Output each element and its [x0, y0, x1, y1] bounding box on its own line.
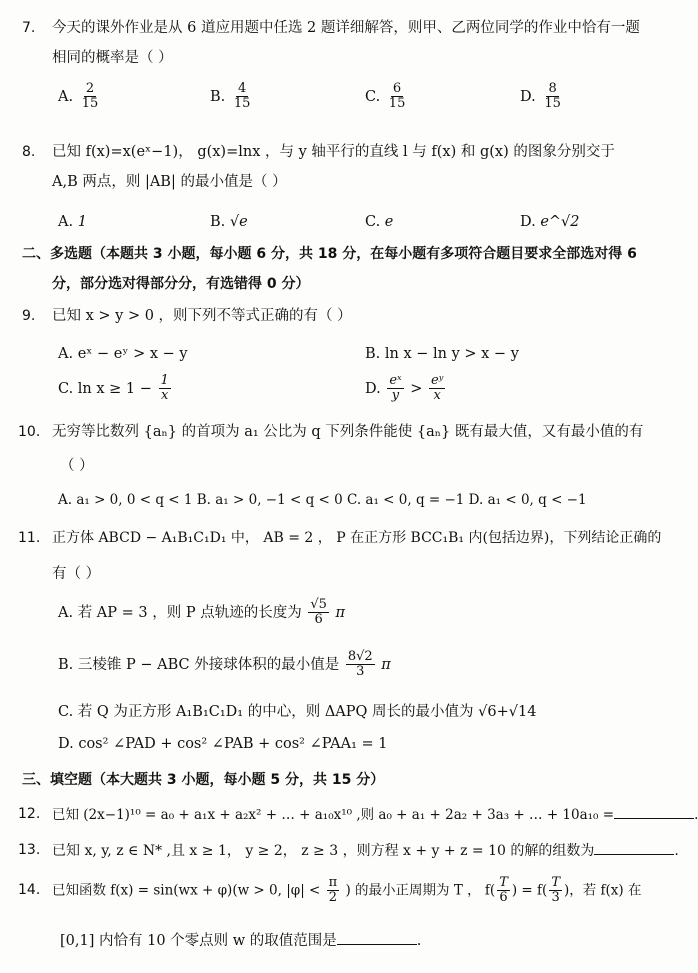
q10-text-line1: 无穷等比数列 {aₙ} 的首项为 a₁ 公比为 q 下列条件能使 {aₙ} 既有最大值，又有最小值的有	[52, 424, 644, 440]
section-3-heading: 三、填空题（本大题共 3 小题，每小题 5 分，共 15 分）	[22, 772, 385, 788]
q12-number: 12.	[18, 806, 41, 822]
q8-text-line2: A,B 两点，则 |AB| 的最小值是（ ）	[52, 174, 287, 190]
q8-option-c: C. e	[365, 214, 394, 230]
q11-option-d: D. cos² ∠PAD + cos² ∠PAB + cos² ∠PAA₁ = 1	[58, 736, 388, 752]
q8-text-line1: 已知 f(x)=x(eˣ−1)， g(x)=lnx ，与 y 轴平行的直线 l 与 f(x) 和 g(x) 的图象分别交于	[52, 144, 615, 160]
q14-answer-blank[interactable]	[337, 932, 417, 945]
q9-option-c: C. ln x ≥ 1 − $\frac{1}{x}$	[58, 373, 169, 404]
q11-option-b: B. 三棱锥 P − ABC 外接球体积的最小值是 $\frac{8√2}{3}$ π	[58, 649, 391, 680]
q7-option-b: B. $\frac{4}{15}$	[210, 81, 251, 112]
q7-text-line1: 今天的课外作业是从 6 道应用题中任选 2 题详细解答，则甲、乙两位同学的作业中恰有一题	[52, 20, 640, 36]
q7-number: 7.	[22, 20, 36, 36]
q10-text-line2: （ ）	[60, 458, 94, 474]
q9-number: 9.	[22, 308, 36, 324]
q11-text-line2: 有（ ）	[52, 566, 101, 582]
q14-text-line1: 已知函数 f(x) = sin(wx + φ)(w > 0, |φ| < $\frac{\pi}{2}$ ) 的最小正周期为 T ， f( $\frac{T}{6}$ ) = f( $\frac{T}{3}$ )，若 f(x) 在	[52, 875, 642, 906]
q11-option-c: C. 若 Q 为正方形 A₁B₁C₁D₁ 的中心，则 ΔAPQ 周长的最小值为 √6+√14	[58, 704, 537, 720]
q10-number: 10.	[18, 424, 41, 440]
q9-option-a: A. eˣ − eʸ > x − y	[58, 346, 188, 362]
q9-option-b: B. ln x − ln y > x − y	[365, 346, 519, 362]
q14-text-line2: [0,1] 内恰有 10 个零点则 w 的取值范围是 .	[60, 933, 422, 949]
q13-text: 已知 x, y, z ∈ N* ,且 x ≥ 1， y ≥ 2， z ≥ 3 ，则方程 x + y + z = 10 的解的组数为 .	[52, 843, 679, 859]
section-2-heading-line2: 分，部分选对得部分分，有选错得 0 分）	[52, 276, 310, 292]
q8-number: 8.	[22, 144, 36, 160]
q8-option-b: B. √e	[210, 214, 248, 230]
q13-number: 13.	[18, 842, 41, 858]
q11-option-a: A. 若 AP = 3 ，则 P 点轨迹的长度为 $\frac{√5}{6}$ π	[58, 597, 346, 628]
q12-text: 已知 (2x−1)¹⁰ = a₀ + a₁x + a₂x² + … + a₁₀x¹⁰ ,则 a₀ + a₁ + 2a₂ + 3a₃ + … + 10a₁₀ = .	[52, 807, 698, 823]
q9-option-d: D. $\frac{\text{eˣ}}{y}$ > $\frac{\text{eʸ}}{x}$	[365, 373, 444, 404]
q10-options: A. a₁ > 0, 0 < q < 1 B. a₁ > 0, −1 < q < 0 C. a₁ < 0, q = −1 D. a₁ < 0, q < −1	[58, 492, 587, 508]
q7-option-d: D. $\frac{8}{15}$	[520, 81, 561, 112]
q11-text-line1: 正方体 ABCD − A₁B₁C₁D₁ 中， AB = 2 ， P 在正方形 BCC₁B₁ 内(包括边界)，下列结论正确的	[52, 530, 662, 546]
q7-text-line2: 相同的概率是（ ）	[52, 50, 173, 66]
q12-answer-blank[interactable]	[614, 806, 694, 819]
q11-number: 11.	[18, 530, 41, 546]
q7-option-c: C. $\frac{6}{15}$	[365, 81, 406, 112]
q9-text: 已知 x > y > 0 ，则下列不等式正确的有（ ）	[52, 308, 352, 324]
q7-option-a: A. $\frac{2}{15}$	[58, 81, 99, 112]
q13-answer-blank[interactable]	[594, 842, 674, 855]
q8-option-a: A. 1	[58, 214, 87, 230]
q8-option-d: D. e^√2	[520, 214, 580, 230]
section-2-heading: 二、多选题（本题共 3 小题，每小题 6 分，共 18 分，在每小题有多项符合题目要求全部选对得 6	[22, 246, 637, 262]
q14-number: 14.	[18, 882, 41, 898]
